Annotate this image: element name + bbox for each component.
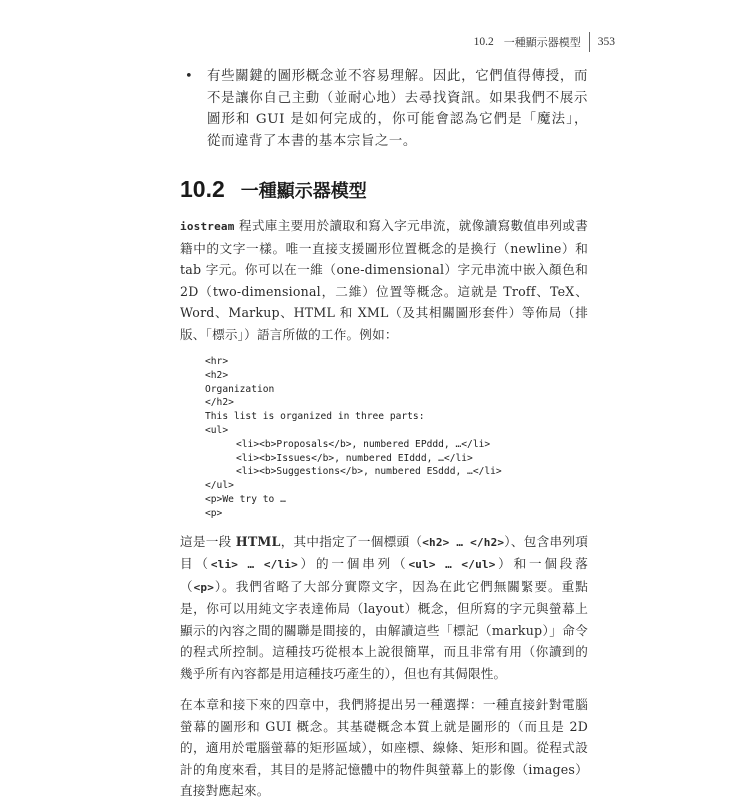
section-number: 10.2 (180, 176, 225, 202)
inline-code: <li> … </li> (210, 558, 298, 572)
bullet-text: 有些關鍵的圖形概念並不容易理解。因此，它們值得傳授，而不是讓你自己主動（並耐心地）去尋找資訊。如果我們不展示圖形和 GUI 是如何完成的，你可能會認為它們是「魔法」，從而違背了本書的基本宗旨之一。 (207, 69, 588, 149)
code-line: <hr> (205, 356, 229, 367)
paragraph-html-explanation (180, 531, 588, 685)
paragraph-iostream (180, 215, 588, 345)
bullet-list-item (180, 66, 588, 152)
code-line: This list is organized in three parts: (205, 411, 425, 423)
bullet-icon: • (185, 69, 194, 84)
header-section-title: 一種顯示器模型 (503, 36, 581, 49)
code-block (205, 355, 588, 521)
section-title: 一種顯示器模型 (240, 181, 367, 202)
term-html: HTML (235, 533, 281, 549)
text-segment: ）和一個段落（ (180, 556, 589, 594)
text-segment: ）。我們省略了大部分實際文字，因為在此它們無關緊要。重點是，你可以用純文字表達佈局（layout）概念，但所寫的字元與螢幕上顯示的內容之間的關聯是間接的，由解讀這些「標記（markup）」命令的程式所控制。這種技巧從根本上說很簡單，而且非常有用（你讀到的幾乎所有內容都是用這種技巧產生的），但也有其侷限性。 (180, 578, 588, 681)
code-line: <li><b>Suggestions</b>, numbered ESddd, …</li> (236, 466, 502, 478)
code-line: <p>We try to … (205, 493, 286, 505)
page-content (180, 66, 588, 802)
code-line: Organization (205, 383, 275, 395)
header-section-number: 10.2 (473, 36, 494, 48)
text-segment: ，其中指定了一個標頭（ (280, 533, 423, 549)
code-line: <h2> (205, 369, 229, 381)
code-line: <li><b>Proposals</b>, numbered EPddd, …</li> (236, 438, 491, 450)
running-header (474, 32, 615, 52)
code-line: <li><b>Issues</b>, numbered EIddd, …</li> (236, 452, 473, 464)
paragraph-iostream-text: 程式庫主要用於讀取和寫入字元串流，就像讀寫數值串列或書籍中的文字一樣。唯一直接支援圖形位置概念的是換行（newline）和 tab 字元。你可以在一維（one-dimensional）字元串流中嵌入顏色和 2D（two-dimensional，二維）位置等概念。這就是 Troff、TeX、Word、Markup、HTML 和 XML（及其相關圖形套件）等佈局（排版、「標示」）語言所做的工作。例如： (180, 218, 588, 342)
paragraph-graphics-gui: 在本章和接下來的四章中，我們將提出另一種選擇：一種直接針對電腦螢幕的圖形和 GUI 概念。其基礎概念本質上就是圖形的（而且是 2D 的，適用於電腦螢幕的矩形區域），如座標、線條、矩形和圓。從程式設計的角度來看，其目的是將記憶體中的物件與螢幕上的影像（images）直接對應起來。 (180, 697, 588, 799)
section-heading (180, 176, 588, 203)
text-segment: ）、包含串列項目（ (180, 533, 588, 572)
code-term-iostream: iostream (180, 220, 235, 233)
header-divider (589, 32, 590, 52)
text-segment: 這是一段 (180, 533, 236, 549)
code-line: <p> (205, 507, 223, 519)
page-number: 353 (597, 36, 615, 48)
code-line: </ul> (205, 480, 234, 492)
inline-code: <p> (193, 580, 215, 594)
inline-code: <h2> … </h2> (422, 535, 505, 549)
inline-code: <ul> … </ul> (408, 558, 496, 572)
text-segment: ）的一個串列（ (297, 556, 409, 572)
code-line: <ul> (205, 424, 229, 436)
code-line: </h2> (205, 397, 234, 409)
